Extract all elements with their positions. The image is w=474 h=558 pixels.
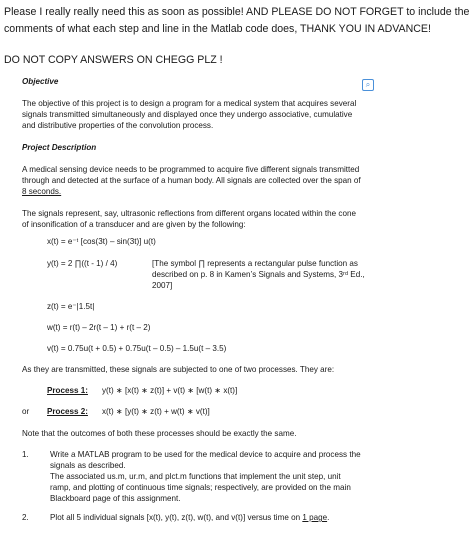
process-2-label: Process 2: — [47, 407, 88, 416]
objective-heading: Objective — [22, 77, 59, 86]
question-header — [4, 4, 470, 69]
item-1-line-5: Blackboard page of this assignment. — [50, 494, 181, 503]
problem-line-2: through and detected at the surface of a human body. All signals are collected over the span of — [22, 176, 361, 185]
note-line: Note that the outcomes of both these processes should be exactly the same. — [22, 429, 297, 438]
equation-w: w(t) = r(t) – 2r(t – 1) + r(t – 2) — [47, 323, 151, 332]
objective-line-1: The objective of this project is to design a program for a medical system that acquires several — [22, 99, 357, 108]
rect-note-line-1: [The symbol ∏ represents a rectangular pulse function as — [152, 259, 358, 268]
header-line-1: Please I really really need this as soon as possible! AND PLEASE DO NOT FORGET to include the — [4, 6, 470, 18]
signals-line-2: of insonification of a transducer and are given by the following: — [22, 220, 246, 229]
rect-note-line-2: described on p. 8 in Kamen’s Signals and Systems, 3ʳᵈ Ed., — [152, 270, 365, 279]
header-line-3: DO NOT COPY ANSWERS ON CHEGG PLZ ! — [4, 54, 223, 66]
item-1-number: 1. — [22, 450, 29, 459]
rect-note-line-3: 2007] — [152, 281, 173, 290]
equation-y: y(t) = 2 ∏((t - 1) / 4) — [47, 259, 118, 268]
problem-line-1: A medical sensing device needs to be programmed to acquire five different signals transmitted — [22, 165, 360, 174]
objective-line-3: and distributive properties of the convolution process. — [22, 121, 214, 130]
process-1-equation: y(t) ∗ [x(t) ∗ z(t)] + v(t) ∗ [w(t) ∗ x(t)] — [102, 386, 238, 395]
item-2-text: Plot all 5 individual signals [x(t), y(t), z(t), w(t), and v(t)] versus time on — [50, 513, 303, 522]
process-2-equation: x(t) ∗ [y(t) ∗ z(t) + w(t) ∗ v(t)] — [102, 407, 210, 416]
objective-line-2: signals transmitted simultaneously and displayed once they undergo associative, cumulative — [22, 110, 353, 119]
item-1-line-1: Write a MATLAB program to be used for the medical device to acquire and process the — [50, 450, 361, 459]
item-1-line-4: ramp, and plotting of continuous time signals; respectively, are provided on the main — [50, 483, 351, 492]
item-2-one-page: 1 page — [302, 513, 328, 522]
problem-line-3: 8 seconds. — [22, 187, 62, 196]
header-line-2: comments of what each step and line in the Matlab code does, THANK YOU IN ADVANCE! — [4, 23, 431, 35]
equation-v: v(t) = 0.75u(t + 0.5) + 0.75u(t – 0.5) – 1.5u(t – 3.5) — [47, 344, 227, 353]
equation-x: x(t) = e⁻ᵗ [cos(3t) – sin(3t)] u(t) — [47, 237, 156, 246]
item-1-line-2: signals as described. — [50, 461, 126, 470]
image-search-icon[interactable]: ⌕ — [362, 79, 374, 91]
signals-line-1: The signals represent, say, ultrasonic reflections from different organs located within the cone — [22, 209, 356, 218]
transmit-line: As they are transmitted, these signals are subjected to one of two processes. They are: — [22, 365, 335, 374]
item-2-period: . — [327, 513, 330, 522]
item-2-line — [50, 512, 329, 523]
process-1-label: Process 1: — [47, 386, 88, 395]
item-1-line-3: The associated us.m, ur.m, and plct.m functions that implement the unit step, unit — [50, 472, 341, 481]
or-label: or — [22, 407, 30, 416]
equation-z: z(t) = e⁻|1.5t| — [47, 302, 95, 311]
project-description-heading: Project Description — [22, 143, 97, 152]
item-2-number: 2. — [22, 513, 29, 522]
assignment-document — [22, 76, 452, 230]
